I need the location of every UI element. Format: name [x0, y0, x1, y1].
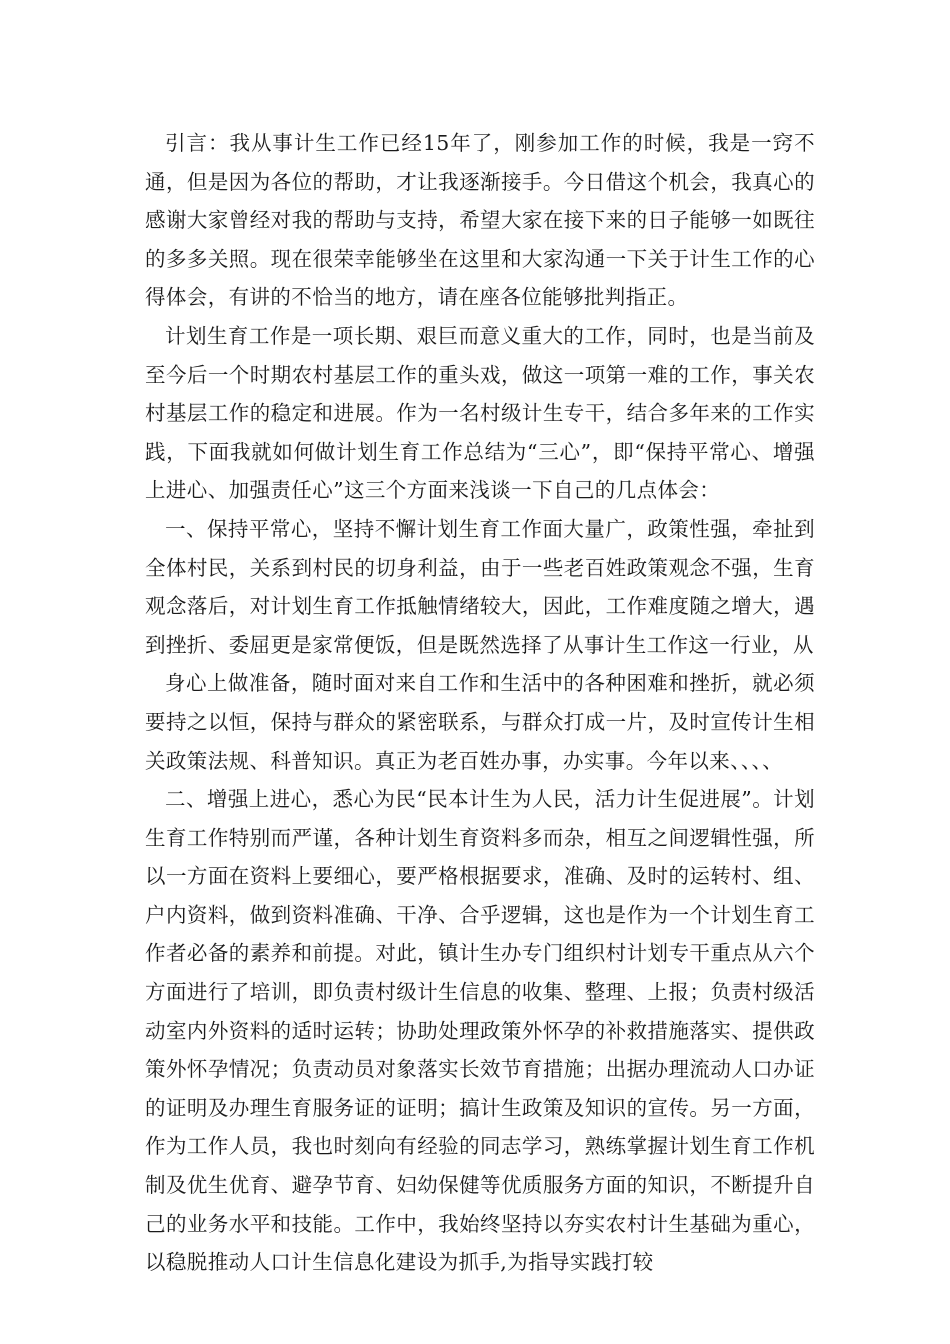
- paragraph-intro: 引言：我从事计生工作已经15年了，刚参加工作的时候，我是一窍不通，但是因为各位的帮助，才让我逐渐接手。今日借这个机会，我真心的感谢大家曾经对我的帮助与支持，希望大家在接下来的日子能够一如既往的多多关照。现在很荣幸能够坐在这里和大家沟通一下关于计生工作的心得体会，有讲的不恰当的地方，请在座各位能够批判指正。: [145, 131, 815, 310]
- paragraph-overview: 计划生育工作是一项长期、艰巨而意义重大的工作，同时，也是当前及至今后一个时期农村基层工作的重头戏，做这一项第一难的工作，事关农村基层工作的稳定和进展。作为一名村级计生专干，结合多年来的工作实践，下面我就如何做计划生育工作总结为“三心”，即“保持平常心、增强上进心、加强责任心”这三个方面来浅谈一下自己的几点体会：: [145, 323, 815, 503]
- paragraph-point-one: 一、保持平常心，坚持不懈计划生育工作面大量广，政策性强，牵扯到全体村民，关系到村民的切身利益，由于一些老百姓政策观念不强，生育观念落后，对计划生育工作抵触情绪较大，因此，工作难度随之增大，遇到挫折、委屈更是家常便饭，但是既然选择了从事计生工作这一行业，从: [145, 516, 815, 657]
- paragraph-point-two: 二、增强上进心，悉心为民“民本计生为人民，活力计生促进展”。计划生育工作特别而严谨，各种计划生育资料多而杂，相互之间逻辑性强，所以一方面在资料上要细心，要严格根据要求，准确、及时的运转村、组、户内资料，做到资料准确、干净、合乎逻辑，这也是作为一个计划生育工作者必备的素养和前提。对此，镇计生办专门组织村计划专干重点从六个方面进行了培训，即负责村级计生信息的收集、整理、上报；负责村级活动室内外资料的适时运转；协助处理政策外怀孕的补救措施落实、提供政策外怀孕情况；负责动员对象落实长效节育措施；出据办理流动人口办证的证明及办理生育服务证的证明；搞计生政策及知识的宣传。另一方面，作为工作人员，我也时刻向有经验的同志学习，熟练掌握计划生育工作机制及优生优育、避孕节育、妇幼保健等优质服务方面的知识，不断提升自己的业务水平和技能。工作中，我始终坚持以夯实农村计生基础为重心，以稳脱推动人口计生信息化建设为抓手,为指导实践打较: [145, 787, 815, 1275]
- document-body: [145, 124, 815, 1282]
- paragraph-point-one-continued: 身心上做准备，随时面对来自工作和生活中的各种困难和挫折，就必须要持之以恒，保持与群众的紧密联系，与群众打成一片，及时宣传计生相关政策法规、科普知识。真正为老百姓办事，办实事。今年以来、、、、: [145, 671, 815, 773]
